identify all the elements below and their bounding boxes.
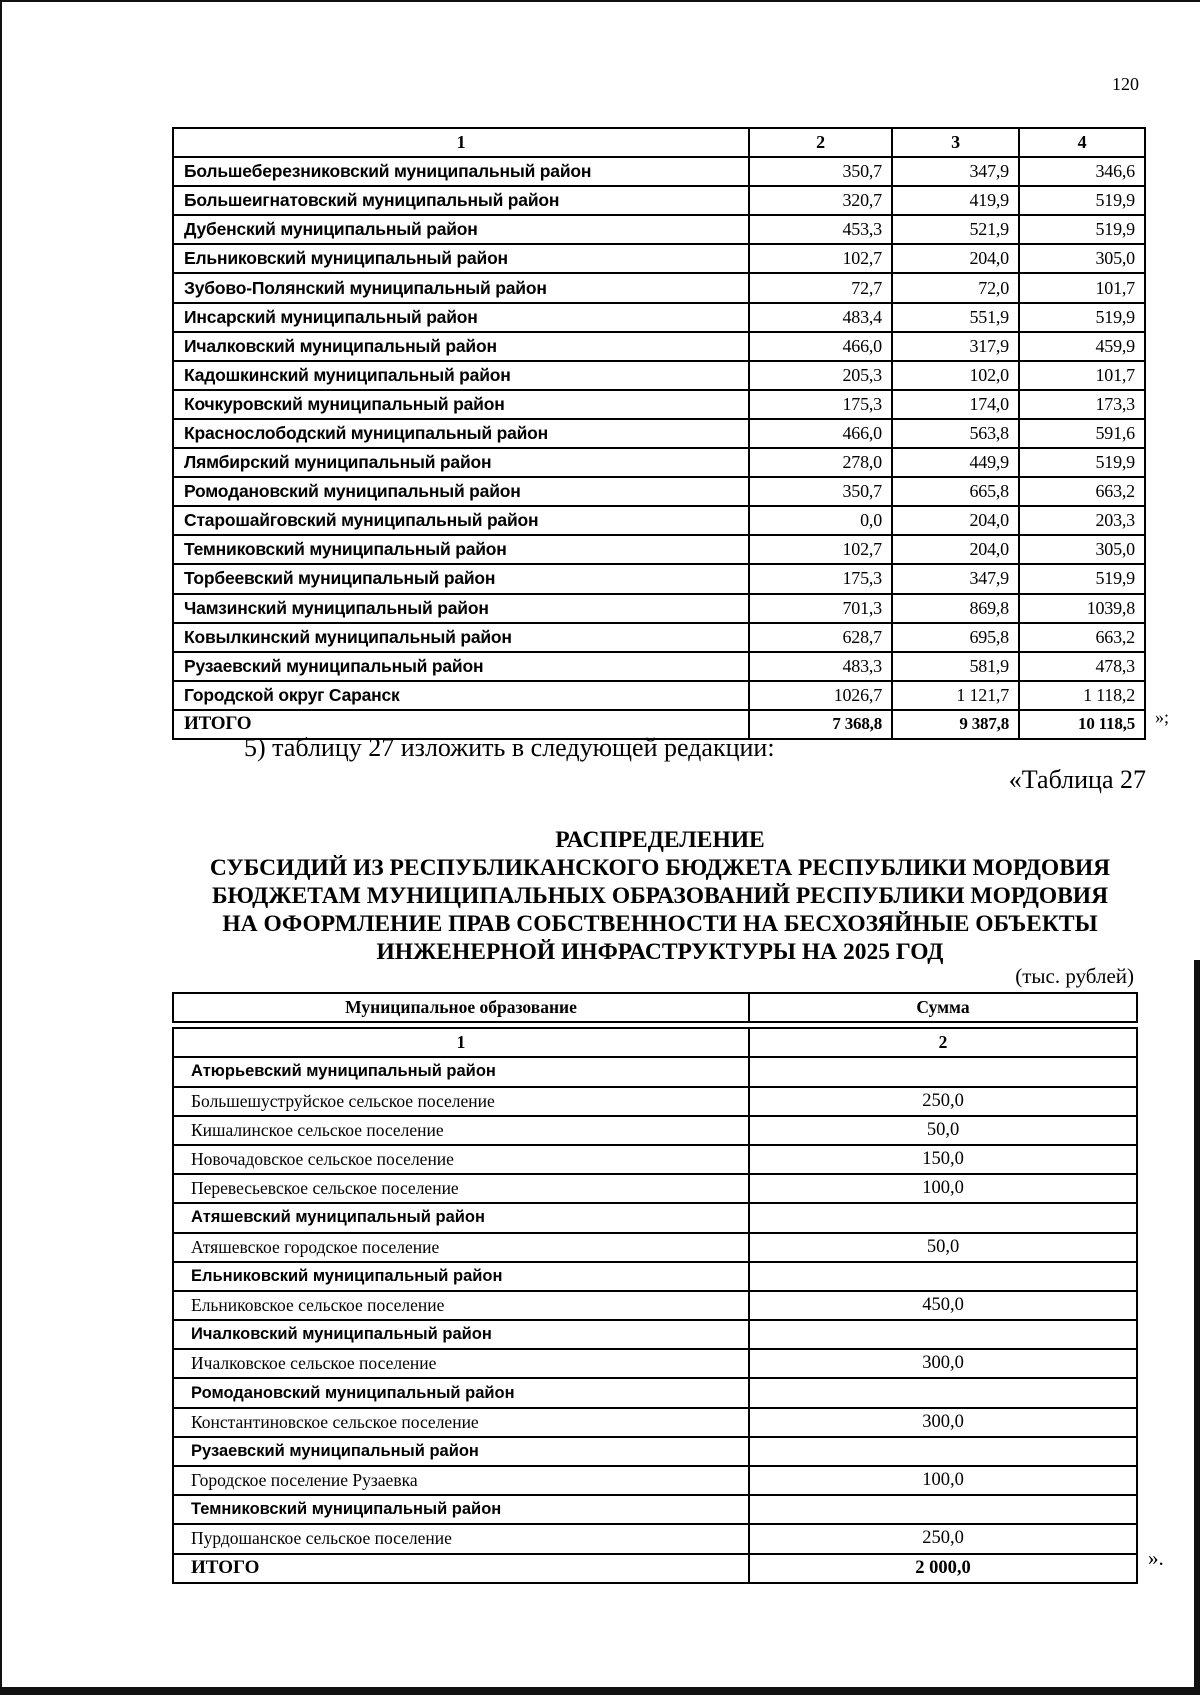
table-row [173, 186, 1145, 215]
amount-cell [749, 1378, 1137, 1407]
value-col-4: 519,9 [1019, 303, 1145, 332]
value-col-4: 305,0 [1019, 244, 1145, 273]
district-name: Ельниковский муниципальный район [173, 1262, 749, 1291]
table-row [173, 419, 1145, 448]
column-number-4: 4 [1019, 128, 1145, 157]
value-col-4: 203,3 [1019, 506, 1145, 535]
settlement-row [173, 1349, 1137, 1378]
value-col-4: 663,2 [1019, 623, 1145, 652]
district-name: Ромодановский муниципальный район [173, 1378, 749, 1407]
header-municipality: Муниципальное образование [173, 993, 749, 1022]
settlement-row [173, 1145, 1137, 1174]
settlement-row [173, 1116, 1137, 1145]
district-row [173, 1203, 1137, 1232]
value-col-3: 204,0 [892, 506, 1019, 535]
value-col-3: 521,9 [892, 215, 1019, 244]
column-number-3: 3 [892, 128, 1019, 157]
amount-cell [749, 1262, 1137, 1291]
amount-cell: 100,0 [749, 1174, 1137, 1203]
district-name: Рузаевский муниципальный район [173, 1437, 749, 1466]
amount-cell: 250,0 [749, 1524, 1137, 1553]
settlement-name: Городское поселение Рузаевка [173, 1466, 749, 1495]
value-col-3: 1 121,7 [892, 681, 1019, 710]
subsidy-table-continued [172, 127, 1146, 740]
table-row [173, 477, 1145, 506]
value-col-4: 519,9 [1019, 186, 1145, 215]
value-col-3: 869,8 [892, 594, 1019, 623]
value-col-4: 173,3 [1019, 390, 1145, 419]
value-col-3: 449,9 [892, 448, 1019, 477]
settlement-name: Ичалковское сельское поселение [173, 1349, 749, 1378]
settlement-row [173, 1408, 1137, 1437]
amount-cell: 150,0 [749, 1145, 1137, 1174]
value-col-4: 101,7 [1019, 361, 1145, 390]
value-col-2: 205,3 [749, 361, 892, 390]
value-col-4: 519,9 [1019, 564, 1145, 593]
table-row [173, 332, 1145, 361]
table-row [173, 448, 1145, 477]
value-col-3: 563,8 [892, 419, 1019, 448]
district-name: Большеберезниковский муниципальный район [173, 157, 749, 186]
district-row [173, 1437, 1137, 1466]
district-name: Рузаевский муниципальный район [173, 652, 749, 681]
value-col-4: 478,3 [1019, 652, 1145, 681]
value-col-2: 175,3 [749, 564, 892, 593]
settlement-name: Пурдошанское сельское поселение [173, 1524, 749, 1553]
amount-cell: 250,0 [749, 1087, 1137, 1116]
value-col-2: 72,7 [749, 273, 892, 302]
settlement-name: Константиновское сельское поселение [173, 1408, 749, 1437]
total-col-4: 10 118,5 [1019, 710, 1145, 739]
table-row [173, 652, 1145, 681]
district-name: Инсарский муниципальный район [173, 303, 749, 332]
value-col-4: 305,0 [1019, 535, 1145, 564]
value-col-3: 551,9 [892, 303, 1019, 332]
value-col-3: 102,0 [892, 361, 1019, 390]
value-col-3: 347,9 [892, 564, 1019, 593]
table-row [173, 273, 1145, 302]
district-name: Атюрьевский муниципальный район [173, 1057, 749, 1086]
settlement-row [173, 1233, 1137, 1262]
district-name: Зубово-Полянский муниципальный район [173, 273, 749, 302]
column-number-1: 1 [173, 1028, 749, 1057]
district-name: Краснослободский муниципальный район [173, 419, 749, 448]
district-name: Городской округ Саранск [173, 681, 749, 710]
district-name: Темниковский муниципальный район [173, 535, 749, 564]
district-name: Ичалковский муниципальный район [173, 332, 749, 361]
district-row [173, 1495, 1137, 1524]
amount-cell [749, 1057, 1137, 1086]
district-name: Кочкуровский муниципальный район [173, 390, 749, 419]
value-col-3: 174,0 [892, 390, 1019, 419]
amount-cell: 50,0 [749, 1233, 1137, 1262]
value-col-3: 72,0 [892, 273, 1019, 302]
table-row [173, 506, 1145, 535]
total-col-3: 9 387,8 [892, 710, 1019, 739]
value-col-4: 663,2 [1019, 477, 1145, 506]
table-row [173, 244, 1145, 273]
district-name: Ковылкинский муниципальный район [173, 623, 749, 652]
heading-line: РАСПРЕДЕЛЕНИЕ [555, 827, 765, 853]
value-col-2: 1026,7 [749, 681, 892, 710]
district-name: Большеигнатовский муниципальный район [173, 186, 749, 215]
district-name: Темниковский муниципальный район [173, 1495, 749, 1524]
value-col-4: 1039,8 [1019, 594, 1145, 623]
table-row [173, 390, 1145, 419]
value-col-3: 581,9 [892, 652, 1019, 681]
district-row [173, 1057, 1137, 1086]
value-col-3: 419,9 [892, 186, 1019, 215]
value-col-3: 204,0 [892, 244, 1019, 273]
heading-line: НА ОФОРМЛЕНИЕ ПРАВ СОБСТВЕННОСТИ НА БЕСХОЗЯЙНЫЕ ОБЪЕКТЫ [222, 911, 1098, 937]
amount-cell: 300,0 [749, 1349, 1137, 1378]
amount-cell: 300,0 [749, 1408, 1137, 1437]
value-col-3: 347,9 [892, 157, 1019, 186]
district-name: Ичалковский муниципальный район [173, 1320, 749, 1349]
value-col-2: 278,0 [749, 448, 892, 477]
value-col-2: 350,7 [749, 157, 892, 186]
value-col-4: 519,9 [1019, 448, 1145, 477]
amount-cell [749, 1437, 1137, 1466]
value-col-3: 204,0 [892, 535, 1019, 564]
column-number-2: 2 [749, 128, 892, 157]
value-col-4: 591,6 [1019, 419, 1145, 448]
value-col-3: 665,8 [892, 477, 1019, 506]
total-label: ИТОГО [173, 1554, 749, 1583]
table-row [173, 623, 1145, 652]
heading-line: БЮДЖЕТАМ МУНИЦИПАЛЬНЫХ ОБРАЗОВАНИЙ РЕСПУБЛИКИ МОРДОВИЯ [211, 883, 1109, 909]
heading-line: СУБСИДИЙ ИЗ РЕСПУБЛИКАНСКОГО БЮДЖЕТА РЕСПУБЛИКИ МОРДОВИЯ [209, 855, 1111, 881]
settlement-name: Атяшевское городское поселение [173, 1233, 749, 1262]
table-row [173, 303, 1145, 332]
value-col-2: 0,0 [749, 506, 892, 535]
district-name: Ромодановский муниципальный район [173, 477, 749, 506]
value-col-2: 102,7 [749, 535, 892, 564]
table-row [173, 564, 1145, 593]
table-row [173, 215, 1145, 244]
table-row [173, 535, 1145, 564]
value-col-2: 483,4 [749, 303, 892, 332]
unit-label: (тыс. рублей) [1015, 964, 1134, 988]
value-col-2: 350,7 [749, 477, 892, 506]
settlement-row [173, 1087, 1137, 1116]
district-name: Чамзинский муниципальный район [173, 594, 749, 623]
settlement-row [173, 1466, 1137, 1495]
district-name: Ельниковский муниципальный район [173, 244, 749, 273]
amount-cell: 100,0 [749, 1466, 1137, 1495]
column-number-2: 2 [749, 1028, 1137, 1057]
value-col-4: 1 118,2 [1019, 681, 1145, 710]
value-col-2: 483,3 [749, 652, 892, 681]
settlement-row [173, 1174, 1137, 1203]
settlement-row [173, 1524, 1137, 1553]
value-col-2: 466,0 [749, 419, 892, 448]
amount-cell: 450,0 [749, 1291, 1137, 1320]
settlement-name: Кишалинское сельское поселение [173, 1116, 749, 1145]
page-number: 120 [1112, 74, 1139, 94]
district-name: Атяшевский муниципальный район [173, 1203, 749, 1232]
district-name: Старошайговский муниципальный район [173, 506, 749, 535]
value-col-4: 346,6 [1019, 157, 1145, 186]
amendment-text: 5) таблицу 27 изложить в следующей редакции: [244, 733, 775, 762]
amount-cell: 50,0 [749, 1116, 1137, 1145]
value-col-2: 701,3 [749, 594, 892, 623]
table-row [173, 681, 1145, 710]
table-header-row [173, 128, 1145, 157]
value-col-4: 519,9 [1019, 215, 1145, 244]
value-col-2: 628,7 [749, 623, 892, 652]
amount-cell [749, 1203, 1137, 1232]
table-label: «Таблица 27 [1008, 765, 1146, 794]
total-row [173, 1554, 1137, 1583]
table-row [173, 361, 1145, 390]
value-col-4: 101,7 [1019, 273, 1145, 302]
value-col-2: 453,3 [749, 215, 892, 244]
settlement-row [173, 1291, 1137, 1320]
value-col-2: 466,0 [749, 332, 892, 361]
scan-edge [1194, 960, 1200, 1695]
value-col-2: 175,3 [749, 390, 892, 419]
district-name: Кадошкинский муниципальный район [173, 361, 749, 390]
document-heading [170, 826, 1150, 966]
value-col-3: 695,8 [892, 623, 1019, 652]
district-name: Лямбирский муниципальный район [173, 448, 749, 477]
table1-closing-quote: »; [1155, 707, 1170, 727]
table-header-row [173, 993, 1137, 1022]
district-name: Торбеевский муниципальный район [173, 564, 749, 593]
total-col-2: 7 368,8 [749, 710, 892, 739]
district-name: Дубенский муниципальный район [173, 215, 749, 244]
table-row [173, 594, 1145, 623]
value-col-2: 320,7 [749, 186, 892, 215]
settlement-name: Перевесьевское сельское поселение [173, 1174, 749, 1203]
settlement-name: Ельниковское сельское поселение [173, 1291, 749, 1320]
district-row [173, 1378, 1137, 1407]
total-amount: 2 000,0 [749, 1554, 1137, 1583]
table2-closing-quote: ». [1148, 1546, 1164, 1570]
amount-cell [749, 1320, 1137, 1349]
settlement-name: Большешуструйское сельское поселение [173, 1087, 749, 1116]
table-row [173, 157, 1145, 186]
value-col-2: 102,7 [749, 244, 892, 273]
amount-cell [749, 1495, 1137, 1524]
header-amount: Сумма [749, 993, 1137, 1022]
settlement-name: Новочадовское сельское поселение [173, 1145, 749, 1174]
heading-line: ИНЖЕНЕРНОЙ ИНФРАСТРУКТУРЫ НА 2025 ГОД [376, 939, 944, 965]
value-col-4: 459,9 [1019, 332, 1145, 361]
district-row [173, 1262, 1137, 1291]
subsidy-distribution-table [172, 992, 1138, 1584]
total-label: ИТОГО [173, 710, 749, 739]
value-col-3: 317,9 [892, 332, 1019, 361]
column-number-row [173, 1028, 1137, 1057]
district-row [173, 1320, 1137, 1349]
column-number-1: 1 [173, 128, 749, 157]
